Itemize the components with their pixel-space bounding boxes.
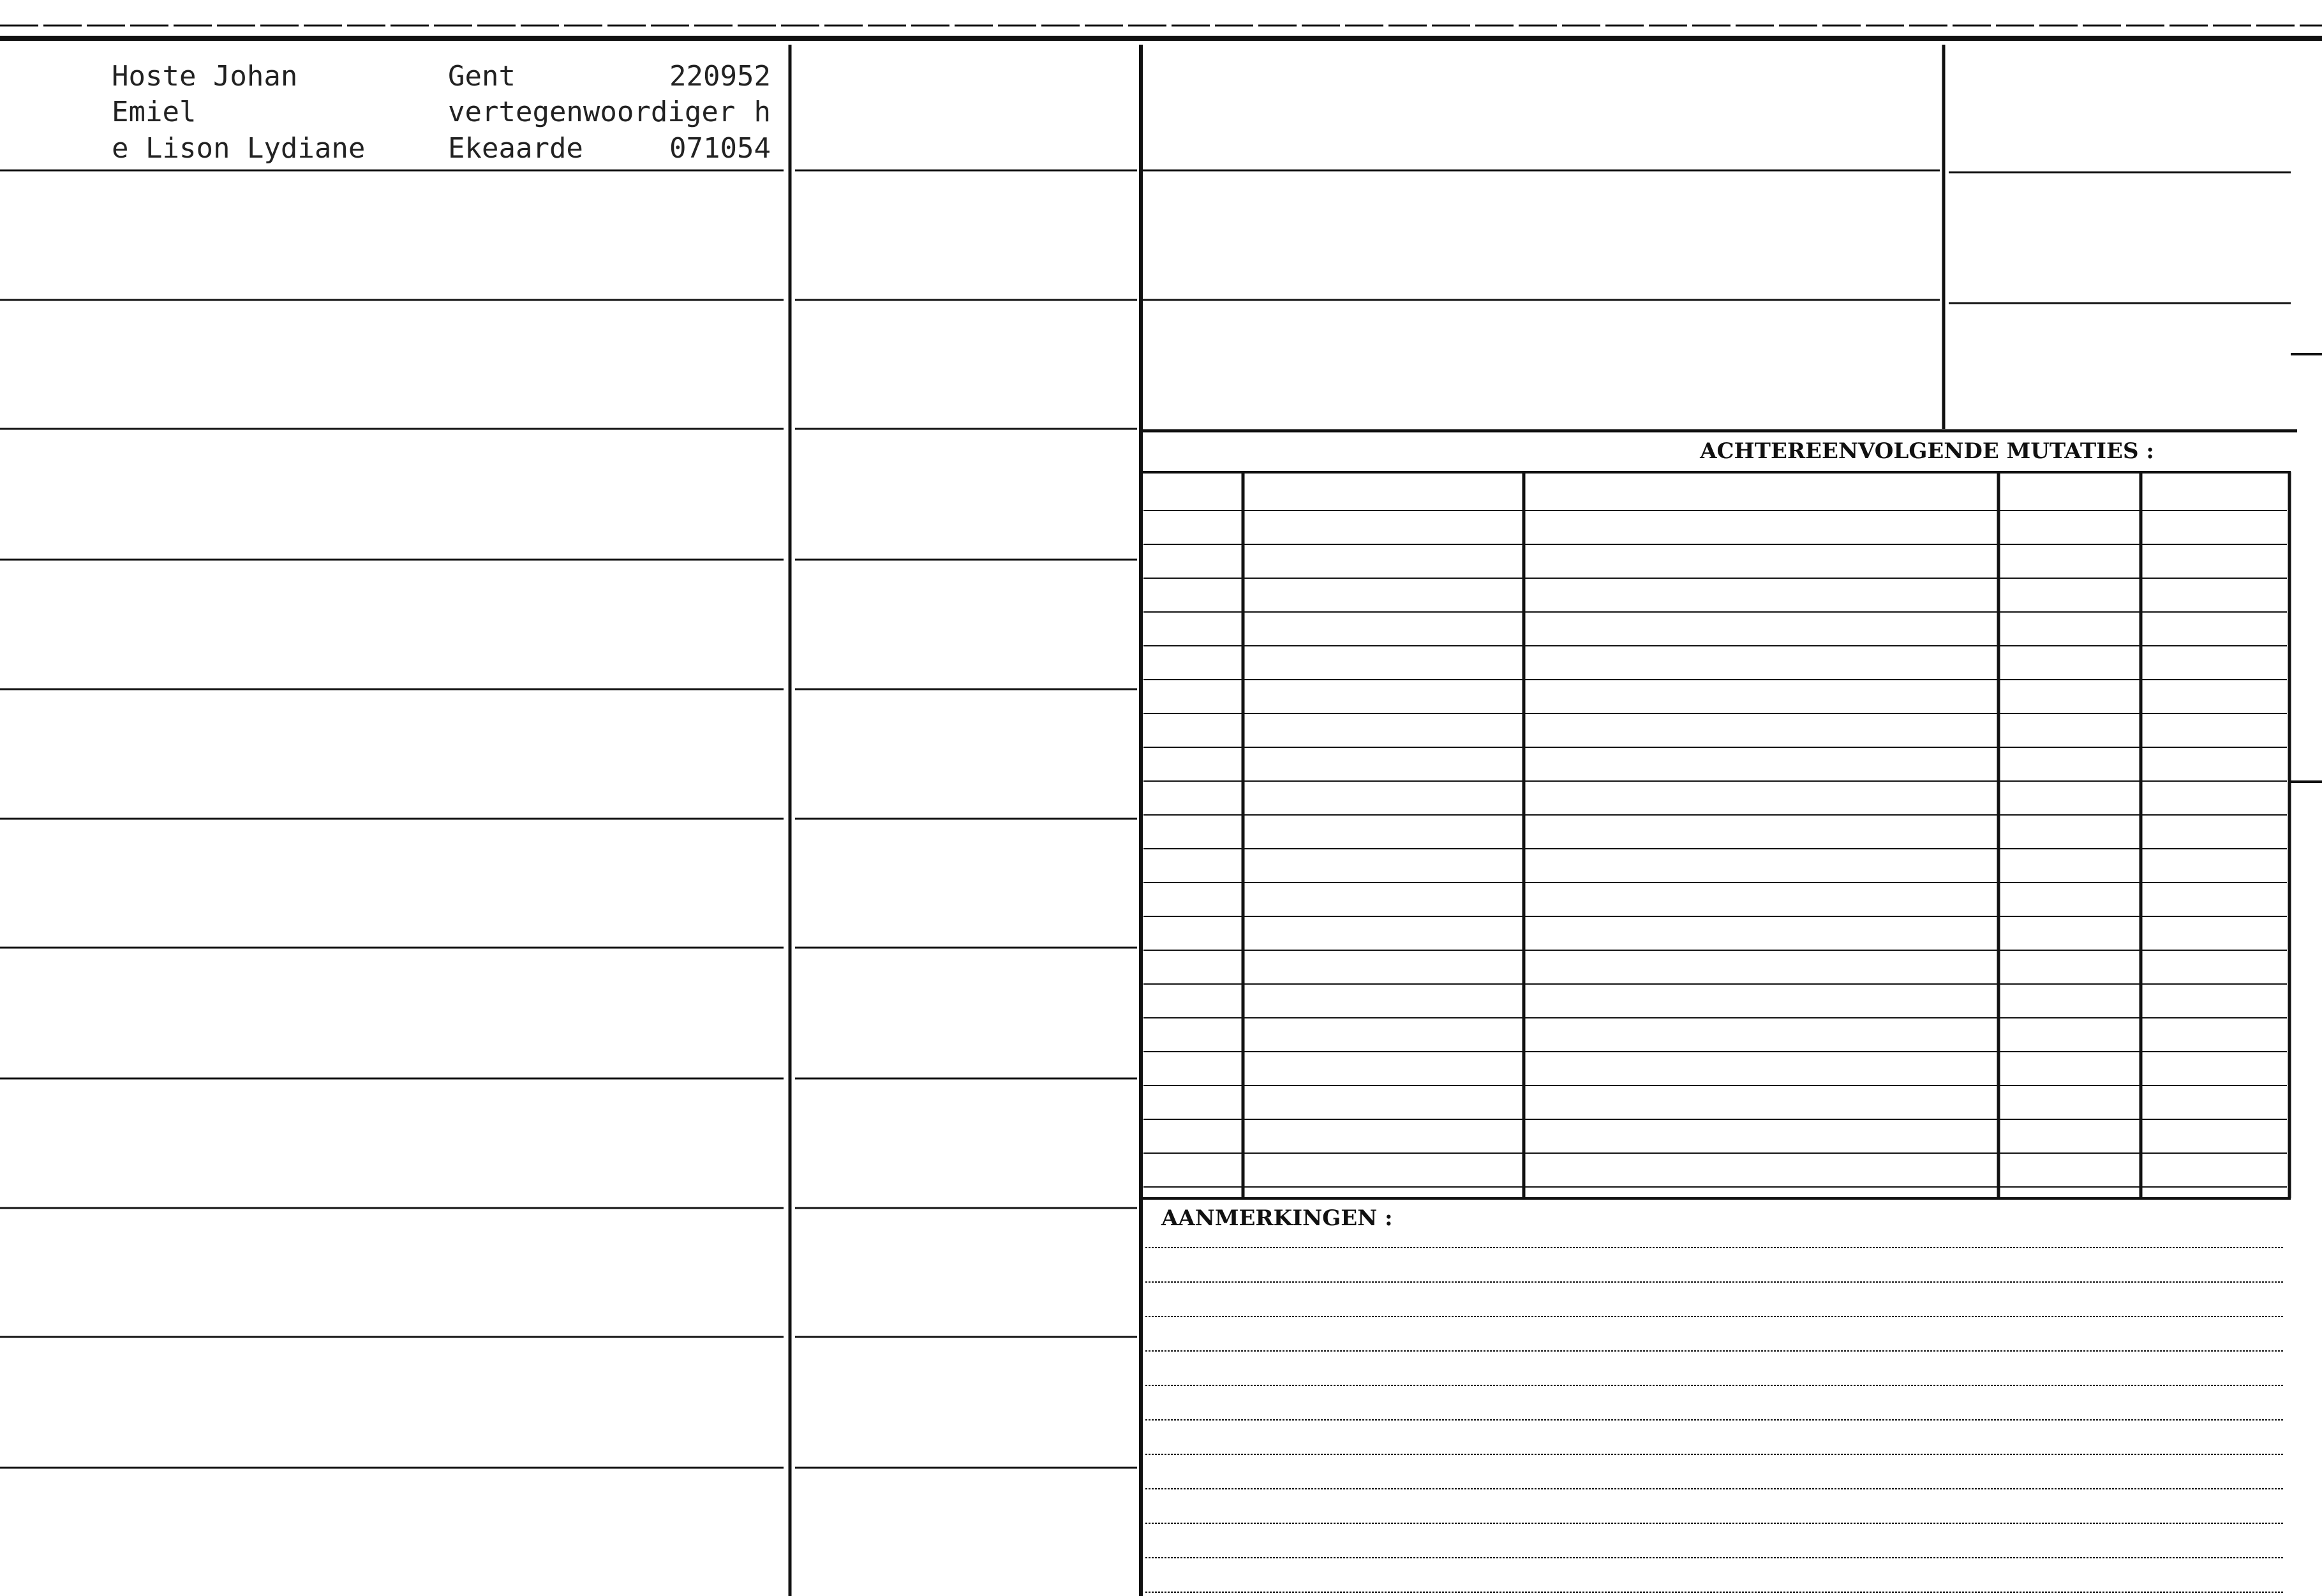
birth-date: 220952: [669, 60, 771, 93]
registration-date: 071054: [669, 132, 771, 165]
person-name-line2: Emiel: [112, 96, 197, 128]
record-entry: [112, 60, 771, 165]
residence-place: Ekeaarde: [448, 132, 583, 165]
ruled-lines: [0, 26, 2322, 1596]
mutations-heading: ACHTEREENVOLGENDE MUTATIES :: [1700, 438, 2154, 464]
occupation-suffix: h: [754, 96, 771, 128]
occupation: vertegenwoordiger: [448, 96, 736, 128]
person-name-line3: e Lison Lydiane: [112, 132, 366, 165]
remarks-heading: AANMERKINGEN :: [1161, 1205, 1393, 1231]
birth-place: Gent: [448, 60, 516, 93]
person-name-line1: Hoste Johan: [112, 60, 298, 93]
